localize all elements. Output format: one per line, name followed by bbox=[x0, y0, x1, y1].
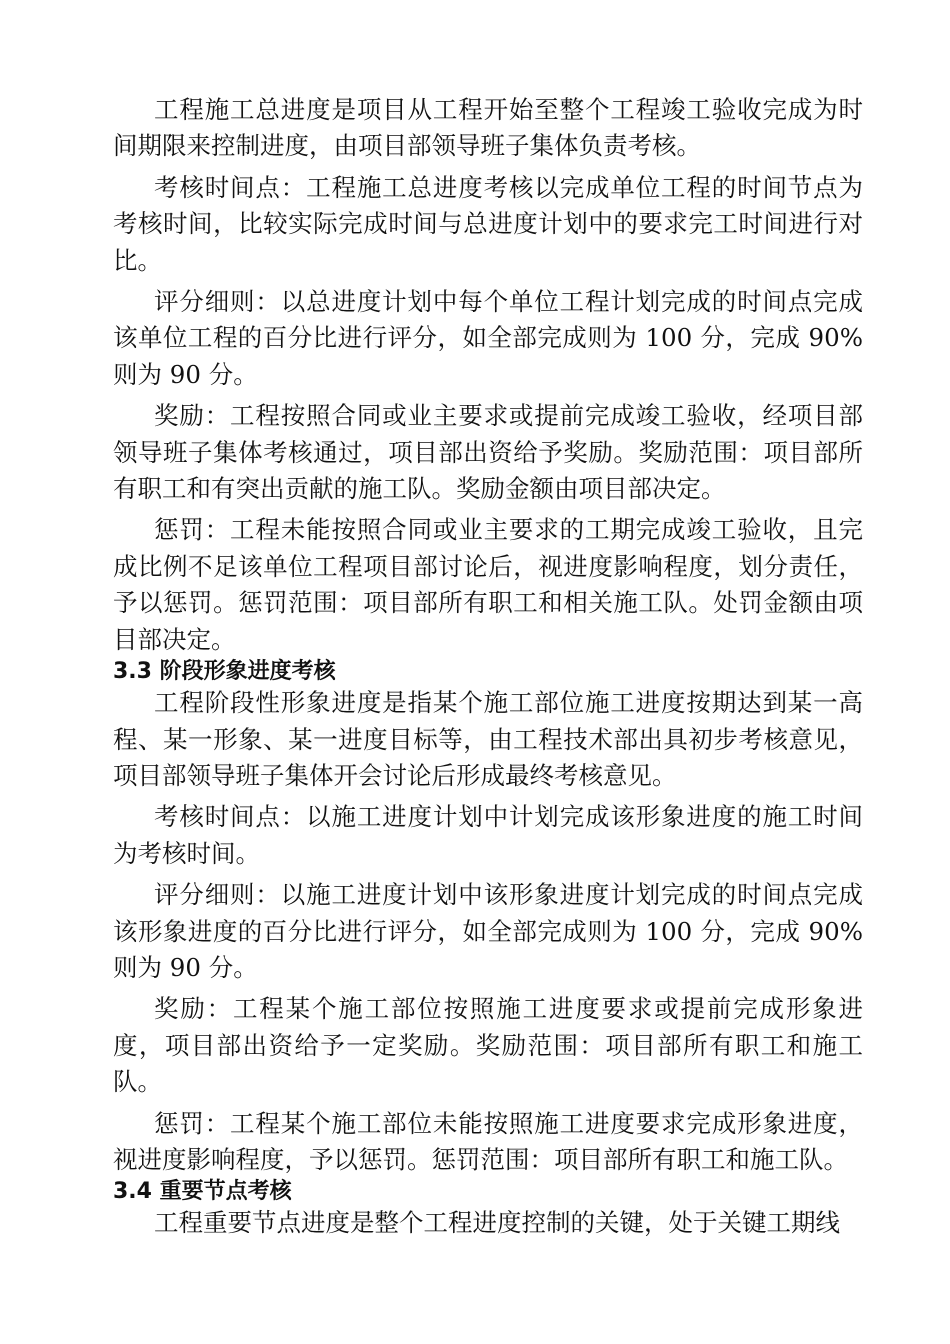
section-heading-3-4: 3.4 重要节点考核 bbox=[113, 1179, 292, 1205]
paragraph-assessment-time: 考核时间点：工程施工总进度考核以完成单位工程的时间节点为考核时间，比较实际完成时间与总进度计划中的要求完工时间进行对比。 bbox=[113, 172, 863, 275]
paragraph-total-progress: 工程施工总进度是项目从工程开始至整个工程竣工验收完成为时间期限来控制进度，由项目部领导班子集体负责考核。 bbox=[113, 95, 863, 161]
document-body bbox=[113, 92, 863, 1242]
paragraph-stage-reward: 奖励：工程某个施工部位按照施工进度要求或提前完成形象进度，项目部出资给予一定奖励。奖励范围：项目部所有职工和施工队。 bbox=[113, 994, 863, 1097]
paragraph-stage-scoring-rules: 评分细则：以施工进度计划中该形象进度计划完成的时间点完成该形象进度的百分比进行评分，如全部完成则为 100 分，完成 90%则为 90 分。 bbox=[113, 880, 863, 982]
paragraph-scoring-rules: 评分细则：以总进度计划中每个单位工程计划完成的时间点完成该单位工程的百分比进行评分，如全部完成则为 100 分，完成 90%则为 90 分。 bbox=[113, 287, 863, 389]
paragraph-stage-penalty: 惩罚：工程某个施工部位未能按照施工进度要求完成形象进度，视进度影响程度，予以惩罚。惩罚范围：项目部所有职工和施工队。 bbox=[113, 1108, 863, 1174]
paragraph-stage-assessment-time: 考核时间点：以施工进度计划中计划完成该形象进度的施工时间为考核时间。 bbox=[113, 802, 863, 868]
section-heading-3-3: 3.3 阶段形象进度考核 bbox=[113, 659, 336, 685]
paragraph-stage-progress: 工程阶段性形象进度是指某个施工部位施工进度按期达到某一高程、某一形象、某一进度目标等，由工程技术部出具初步考核意见，项目部领导班子集体开会讨论后形成最终考核意见。 bbox=[113, 688, 863, 790]
paragraph-key-node: 工程重要节点进度是整个工程进度控制的关键，处于关键工期线 bbox=[154, 1208, 840, 1238]
paragraph-reward: 奖励：工程按照合同或业主要求或提前完成竣工验收，经项目部领导班子集体考核通过，项目部出资给予奖励。奖励范围：项目部所有职工和有突出贡献的施工队。奖励金额由项目部决定。 bbox=[113, 401, 863, 504]
paragraph-penalty: 惩罚：工程未能按照合同或业主要求的工期完成竣工验收，且完成比例不足该单位工程项目部讨论后，视进度影响程度，划分责任，予以惩罚。惩罚范围：项目部所有职工和相关施工队。处罚金额由项目部决定。 bbox=[113, 515, 863, 654]
